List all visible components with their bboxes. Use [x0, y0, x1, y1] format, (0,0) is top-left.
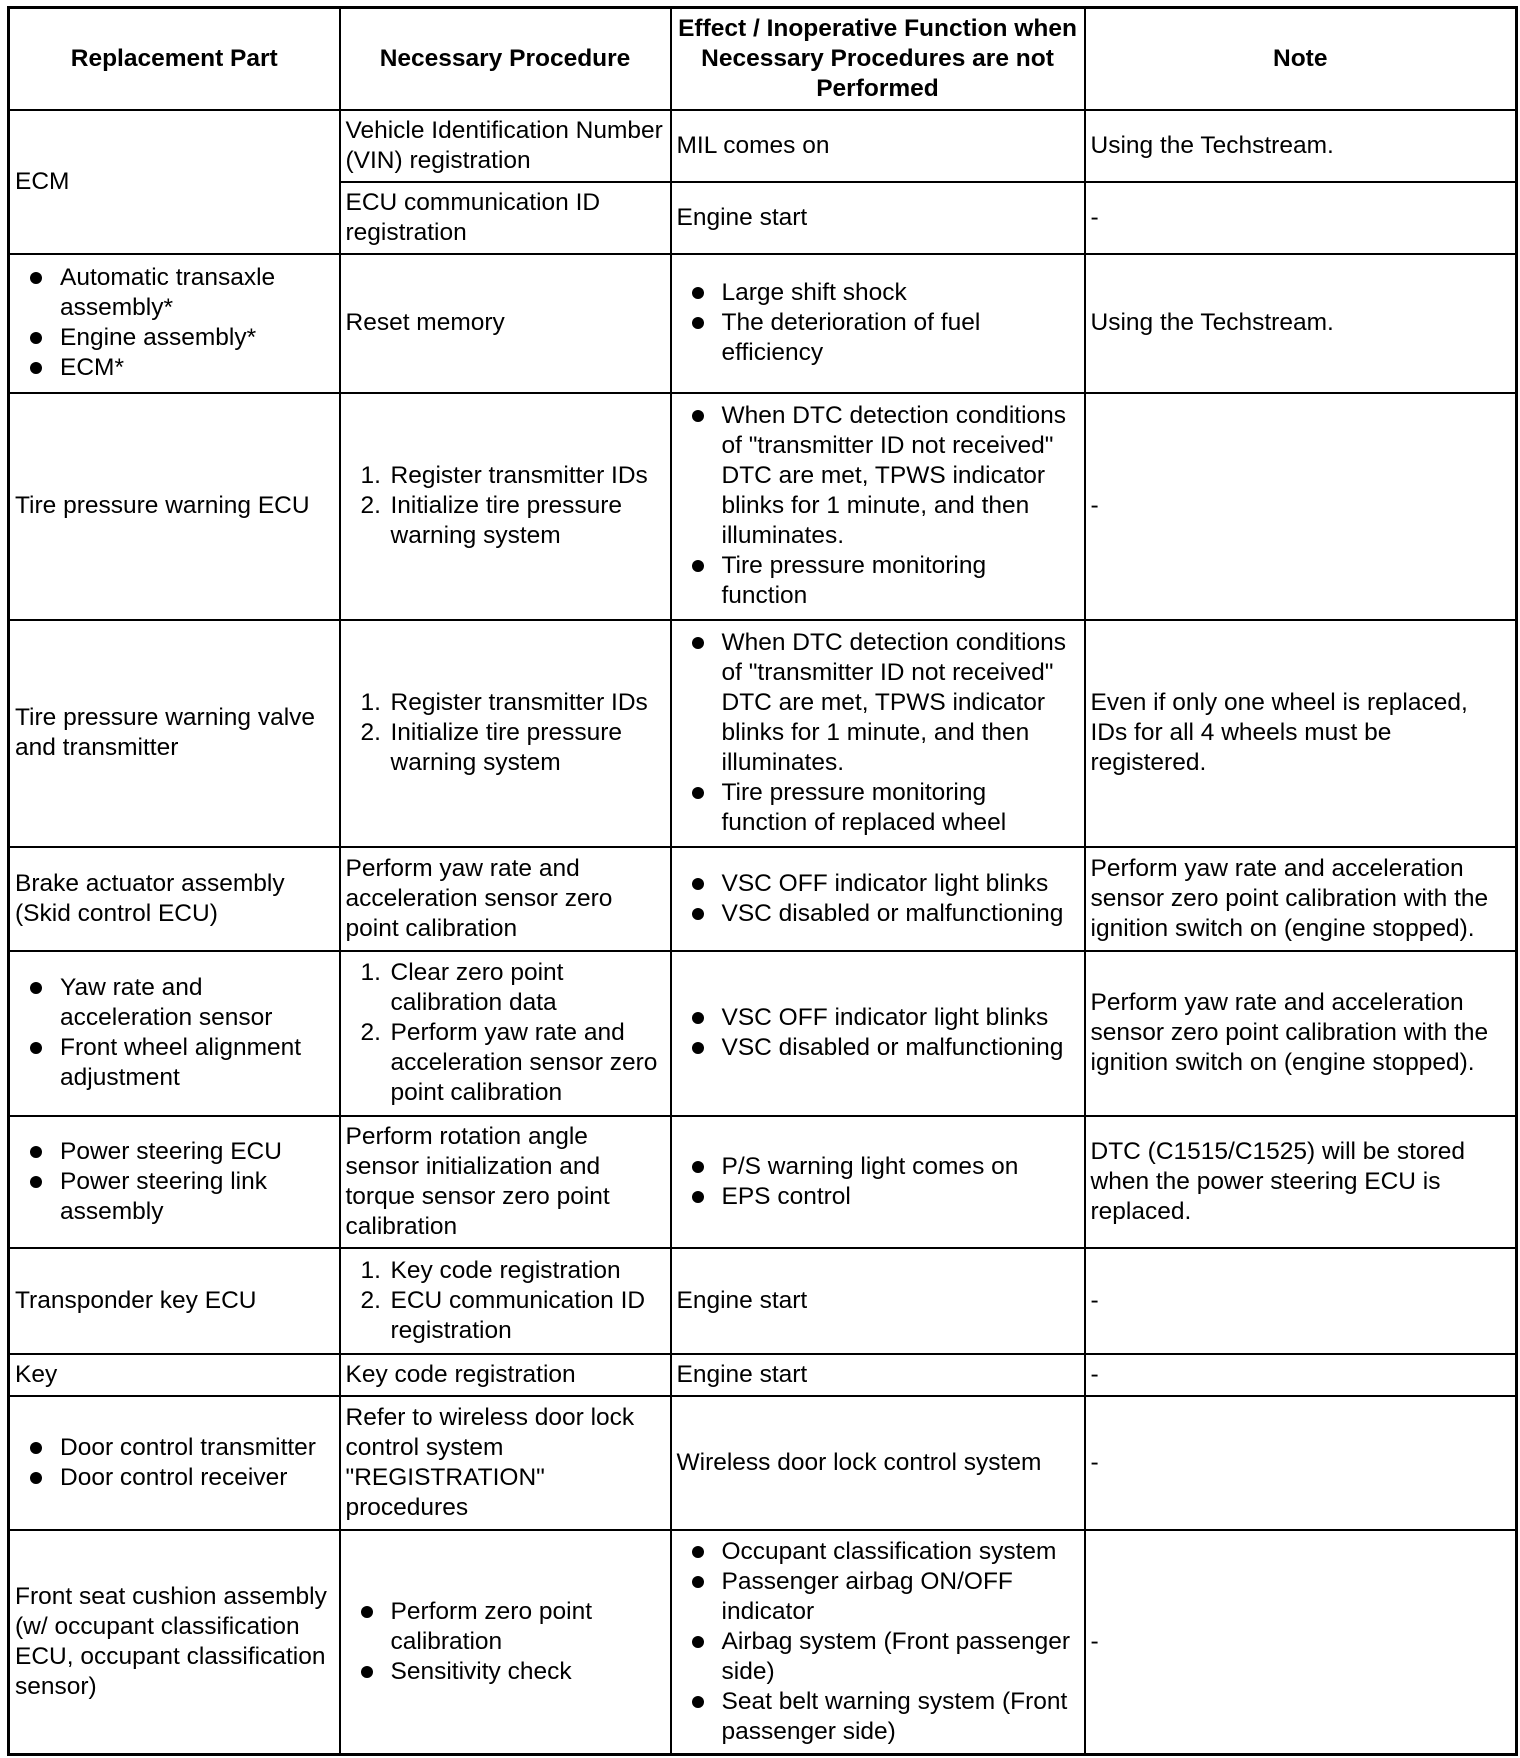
bullet-list	[672, 628, 1079, 838]
list-item: Tire pressure monitoring function	[672, 551, 1079, 611]
bullet-list	[672, 278, 1079, 368]
procedure-cell	[340, 1530, 671, 1755]
header-effect: Effect / Inoperative Function when Necessary Procedures are not Performed	[671, 8, 1085, 110]
list-item: 1. Register transmitter IDs	[360, 462, 648, 489]
effect-cell: Wireless door lock control system	[671, 1396, 1085, 1530]
note-cell: Using the Techstream.	[1085, 254, 1517, 393]
list-item: 2. Initialize tire pressure warning system	[360, 719, 622, 776]
table-row	[9, 847, 1517, 951]
procedure-cell: Reset memory	[340, 254, 671, 393]
note-cell: -	[1085, 182, 1517, 254]
list-item: When DTC detection conditions of "transmitter ID not received" DTC are met, TPWS indicator blinks for 1 minute, and then illuminates.	[672, 401, 1079, 551]
effect-cell: Engine start	[671, 1248, 1085, 1354]
part-cell: Tire pressure warning ECU	[9, 393, 340, 620]
effect-cell	[671, 254, 1085, 393]
list-item: 2. Initialize tire pressure warning system	[360, 492, 622, 549]
list-item: VSC OFF indicator light blinks	[672, 869, 1079, 899]
effect-cell: Engine start	[671, 1354, 1085, 1396]
list-item: EPS control	[672, 1182, 1079, 1212]
header-row	[9, 8, 1517, 110]
list-item: ECM*	[10, 353, 334, 383]
table-row	[9, 110, 1517, 182]
table-row	[9, 1396, 1517, 1530]
table-row	[9, 1116, 1517, 1248]
header-note: Note	[1085, 8, 1517, 110]
part-cell	[9, 951, 340, 1116]
list-item: Power steering ECU	[10, 1137, 334, 1167]
part-cell: Key	[9, 1354, 340, 1396]
list-item: Perform zero point calibration	[341, 1597, 665, 1657]
procedure-cell: Key code registration	[340, 1354, 671, 1396]
bullet-list	[10, 1137, 334, 1227]
bullet-list	[10, 1433, 334, 1493]
effect-cell	[671, 393, 1085, 620]
list-item: Power steering link assembly	[10, 1167, 334, 1227]
list-item: When DTC detection conditions of "transmitter ID not received" DTC are met, TPWS indicator blinks for 1 minute, and then illuminates.	[672, 628, 1079, 778]
effect-cell: Engine start	[671, 182, 1085, 254]
part-cell: Tire pressure warning valve and transmitter	[9, 620, 340, 847]
note-cell: Perform yaw rate and acceleration sensor zero point calibration with the ignition switch on (engine stopped).	[1085, 951, 1517, 1116]
note-cell: Perform yaw rate and acceleration sensor zero point calibration with the ignition switch on (engine stopped).	[1085, 847, 1517, 951]
list-item: P/S warning light comes on	[672, 1152, 1079, 1182]
header-replacement-part: Replacement Part	[9, 8, 340, 110]
table-row	[9, 254, 1517, 393]
effect-cell	[671, 1530, 1085, 1755]
bullet-list	[672, 869, 1079, 929]
list-item: Yaw rate and acceleration sensor	[10, 973, 334, 1033]
list-item: 1. Key code registration	[360, 1256, 621, 1284]
bullet-list	[10, 263, 334, 383]
table-row	[9, 951, 1517, 1116]
list-item: VSC disabled or malfunctioning	[672, 899, 1079, 929]
note-cell: Even if only one wheel is replaced, IDs for all 4 wheels must be registered.	[1085, 620, 1517, 847]
bullet-list	[672, 1152, 1079, 1212]
list-item: Passenger airbag ON/OFF indicator	[672, 1567, 1079, 1627]
list-item: 2. ECU communication ID registration	[360, 1286, 646, 1344]
list-item: Airbag system (Front passenger side)	[672, 1627, 1079, 1687]
list-item: VSC disabled or malfunctioning	[672, 1033, 1079, 1063]
bullet-list	[341, 1597, 665, 1687]
bullet-list	[672, 401, 1079, 611]
header-necessary-procedure: Necessary Procedure	[340, 8, 671, 110]
list-item: 1. Register transmitter IDs	[360, 689, 648, 716]
numbered-list	[341, 958, 665, 1108]
list-item: The deterioration of fuel efficiency	[672, 308, 1079, 368]
note-cell: -	[1085, 393, 1517, 620]
list-item: Engine assembly*	[10, 323, 334, 353]
part-cell: ECM	[9, 110, 340, 254]
table-row	[9, 393, 1517, 620]
list-item: Door control transmitter	[10, 1433, 334, 1463]
list-item: VSC OFF indicator light blinks	[672, 1003, 1079, 1033]
note-cell: DTC (C1515/C1525) will be stored when the power steering ECU is replaced.	[1085, 1116, 1517, 1248]
table-row	[9, 1354, 1517, 1396]
effect-cell: MIL comes on	[671, 110, 1085, 182]
procedure-cell: ECU communication ID registration	[340, 182, 671, 254]
effect-cell	[671, 1116, 1085, 1248]
note-cell: -	[1085, 1248, 1517, 1354]
list-item: Tire pressure monitoring function of replaced wheel	[672, 778, 1079, 838]
numbered-list	[341, 688, 665, 778]
bullet-list	[10, 973, 334, 1093]
numbered-list	[341, 1256, 665, 1346]
part-cell	[9, 1116, 340, 1248]
procedure-cell: Refer to wireless door lock control system "REGISTRATION" procedures	[340, 1396, 671, 1530]
table-row	[9, 620, 1517, 847]
procedure-cell: Perform yaw rate and acceleration sensor zero point calibration	[340, 847, 671, 951]
list-item: 1. Clear zero point calibration data	[360, 959, 564, 1016]
note-cell: -	[1085, 1530, 1517, 1755]
list-item: Sensitivity check	[341, 1657, 665, 1687]
list-item: 2. Perform yaw rate and acceleration sensor zero point calibration	[360, 1019, 658, 1106]
part-cell	[9, 1396, 340, 1530]
bullet-list	[672, 1537, 1079, 1747]
procedure-cell	[340, 620, 671, 847]
replacement-procedure-table	[7, 6, 1518, 1756]
procedure-cell	[340, 1248, 671, 1354]
list-item: Large shift shock	[672, 278, 1079, 308]
numbered-list	[341, 461, 665, 551]
list-item: Occupant classification system	[672, 1537, 1079, 1567]
list-item: Automatic transaxle assembly*	[10, 263, 334, 323]
procedure-cell	[340, 951, 671, 1116]
effect-cell	[671, 620, 1085, 847]
note-cell: -	[1085, 1354, 1517, 1396]
effect-cell	[671, 847, 1085, 951]
list-item: Door control receiver	[10, 1463, 334, 1493]
table-row	[9, 1530, 1517, 1755]
note-cell: -	[1085, 1396, 1517, 1530]
note-cell: Using the Techstream.	[1085, 110, 1517, 182]
procedure-cell: Vehicle Identification Number (VIN) registration	[340, 110, 671, 182]
procedure-cell	[340, 393, 671, 620]
part-cell: Transponder key ECU	[9, 1248, 340, 1354]
effect-cell	[671, 951, 1085, 1116]
list-item: Seat belt warning system (Front passenger side)	[672, 1687, 1079, 1747]
procedure-cell: Perform rotation angle sensor initialization and torque sensor zero point calibration	[340, 1116, 671, 1248]
bullet-list	[672, 1003, 1079, 1063]
part-cell	[9, 254, 340, 393]
part-cell: Brake actuator assembly (Skid control ECU)	[9, 847, 340, 951]
part-cell: Front seat cushion assembly (w/ occupant classification ECU, occupant classification sensor)	[9, 1530, 340, 1755]
list-item: Front wheel alignment adjustment	[10, 1033, 334, 1093]
table-row	[9, 1248, 1517, 1354]
